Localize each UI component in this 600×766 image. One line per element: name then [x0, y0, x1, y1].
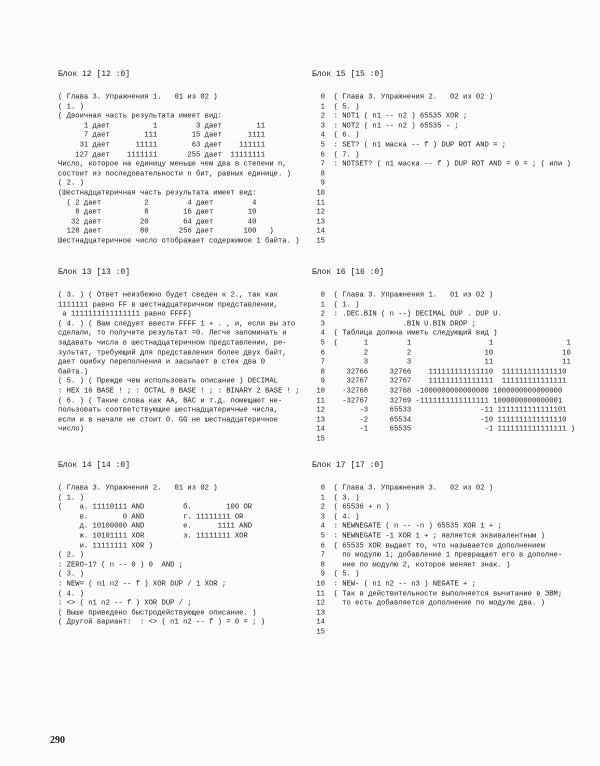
code-line: 9 ( 5. ): [312, 570, 360, 579]
code-line: 12 то есть добавляется дополнение по модулю два. ): [312, 599, 545, 608]
code-line: 14: [312, 227, 325, 236]
block-code: [58, 291, 298, 435]
code-line: 0 ( Глава 3. Упражнения 3. 02 из 02 ): [312, 484, 494, 493]
forth-block-14: [58, 461, 298, 628]
forth-block-16: [312, 268, 576, 445]
code-line: 5 : NEWNEGATE -1 XOR 1 + ; является эквивалентным ): [312, 531, 545, 541]
code-line: ( а. 11110111 AND б. 100 OR: [58, 503, 253, 512]
code-line: ( 1. ): [58, 493, 84, 503]
code-line: 13 -2 65534 -10 1111111111111110: [312, 415, 567, 425]
code-line: 5 ( 1 1 1 1: [312, 338, 571, 348]
code-line: 5 : SET? ( n1 маска -- f ) DUP ROT AND = ;: [312, 140, 507, 150]
code-line: д. 10100000 AND е. 1111 AND: [58, 522, 253, 531]
code-line: : <> ( n1 n2 -- f ) XOR DUP / ;: [58, 599, 192, 608]
code-line: 32 дает 20 64 дает 40: [58, 217, 257, 227]
code-line: состоит из последовательности n бит, равных единице. ): [58, 169, 291, 179]
forth-block-13: [58, 268, 298, 435]
code-line: : HEX 16 BASE ! ; : OCTAL 8 BASE ! ; : BINARY 2 BASE ! ;: [58, 386, 300, 396]
code-line: 13: [312, 217, 325, 227]
code-line: задавать числа в шестнадцатеричном представлении, ре-: [58, 338, 287, 348]
code-line: 1 ( 3. ): [312, 493, 360, 503]
code-line: 3 .BIN U.BIN DROP ;: [312, 319, 476, 329]
code-line: ( 4. ): [58, 589, 84, 599]
code-line: 11: [312, 198, 325, 208]
code-line: ( 6. ) ( Такие слова как AA, BAC и т.д. помещают не-: [58, 396, 283, 406]
code-line: : NEW= ( n1 n2 -- f ) XOR DUP / 1 XOR ;: [58, 579, 227, 589]
code-line: 6 ( 65535 XOR выдает то, что называется дополнением: [312, 541, 545, 551]
code-line: Шестнадцатеричное число отображает содержимое 1 байта. ): [58, 236, 300, 246]
code-line: 11 ( Так в действительности выполняется вычитание в ЭВМ;: [312, 589, 563, 599]
code-line: 0 ( Глава 3. Упражнения 2. 02 из 02 ): [312, 93, 494, 102]
code-line: число): [58, 425, 84, 434]
code-line: 7 дает 111 15 дает 1111: [58, 131, 266, 140]
code-line: а 1111111111111111 равно FFFF): [58, 310, 192, 319]
block-code: [312, 93, 571, 247]
code-line: 3 : NOT2 ( n1 -- n2 ) 65535 - ;: [312, 121, 459, 131]
code-line: 7 : NOTSET? ( n1 маска -- f ) DUP ROT AND = 0 = ; ( или ): [312, 160, 571, 169]
code-line: 12: [312, 208, 325, 217]
code-line: 10 : NEW- ( n1 n2 -- n3 ) NEGATE + ;: [312, 579, 476, 589]
code-line: сделали, то получите результат =0. Легче запоминать и: [58, 329, 287, 338]
code-line: 1111111 равно FF в шестнадцатеричном представлении,: [58, 300, 278, 310]
block-code: [312, 484, 563, 638]
code-line: Число, которое на единицу меньше чем два в степени n,: [58, 160, 287, 169]
block-code: [58, 484, 298, 628]
code-line: ( Двоичная часть результата имеет вид:: [58, 112, 222, 121]
forth-block-12: [58, 70, 298, 247]
code-line: 9: [312, 179, 325, 188]
code-line: 9 32767 32767 111111111111111 111111111111111: [312, 377, 567, 386]
code-line: ( 1. ): [58, 102, 84, 112]
code-line: байта.): [58, 367, 89, 377]
code-line: (Шестнадцатеричная часть результата имеет вид:: [58, 188, 257, 198]
code-line: дает ошибку переполнения и засылает в стек два 0: [58, 358, 266, 367]
block-title: Блок 16 [16 :0]: [312, 268, 385, 277]
code-line: 8: [312, 169, 325, 179]
block-title: Блок 15 [15 :0]: [312, 70, 385, 79]
code-line: 15: [312, 236, 325, 246]
code-line: ( 3. ) ( Ответ неизбежно будет сведен к 2., так как: [58, 291, 278, 300]
block-title: Блок 14 [14 :0]: [58, 461, 131, 470]
code-line: ж. 10101111 XOR з. 11111111 XOR: [58, 531, 248, 541]
block-title: Блок 12 [12 :0]: [58, 70, 131, 79]
code-line: 2 : .DEC.BIN ( n --) DECIMAL DUP . DUP U.: [312, 310, 502, 319]
code-line: 2 ( 65536 + n ): [312, 503, 390, 512]
code-line: 14 -1 65535 -1 1111111111111111 ): [312, 425, 576, 434]
code-line: 6 ( 7. ): [312, 150, 360, 160]
code-line: ( Другой вариант: : <> ( n1 n2 -- f ) = 0 = ; ): [58, 618, 266, 627]
code-line: : ZERO-1? ( n -- 0 ) 0 AND ;: [58, 560, 184, 570]
block-code: [312, 291, 576, 445]
forth-block-17: [312, 461, 563, 638]
code-line: ( 2. ): [58, 179, 84, 188]
code-line: ( 2 дает 2 4 дает 4: [58, 198, 257, 208]
code-line: 8 ние по модулю 2, которое меняет знак. ): [312, 560, 511, 570]
code-line: 11 -32767 32769 -1111111111111111 1000000000000001: [312, 396, 563, 406]
block-title: Блок 17 [17 :0]: [312, 461, 385, 470]
code-line: ( 2. ): [58, 551, 84, 560]
code-line: 15: [312, 627, 325, 637]
code-line: и. 11111111 XOR ): [58, 541, 153, 551]
code-line: 4 ( Таблица должна иметь следующий вид ): [312, 329, 498, 338]
forth-block-15: [312, 70, 571, 247]
code-line: ( 3. ): [58, 570, 84, 579]
code-line: 13: [312, 608, 325, 618]
code-line: 128 дает 80 256 дает 100 ): [58, 227, 274, 236]
code-line: 10 -32768 32768 -1000000000000000 1000000000000000: [312, 386, 563, 396]
code-line: если и в начале не стоит 0. GG не шестнадцатеричное: [58, 415, 278, 425]
code-line: 14: [312, 618, 325, 627]
code-line: 2 : NOT1 ( n1 -- n2 ) 65535 XOR ;: [312, 112, 468, 121]
code-line: 4 : NEWNEGATE ( n -- -n ) 65535 XOR 1 + ;: [312, 522, 502, 531]
code-line: 8 32766 32766 111111111111110 111111111111110: [312, 367, 567, 377]
block-code: [58, 93, 298, 247]
code-line: 0 ( Глава 3. Упражнения 1. 01 из 02 ): [312, 291, 494, 300]
code-line: 3 ( 4. ): [312, 512, 360, 522]
code-line: 31 дает 11111 63 дает 111111: [58, 140, 266, 150]
code-line: ( 5. ) ( Прежде чем использовать описание ) DECIMAL: [58, 377, 278, 386]
code-line: 1 дает 1 3 дает 11: [58, 121, 266, 131]
code-line: 4 ( 6. ): [312, 131, 360, 140]
code-line: 7 3 3 11 11: [312, 358, 571, 367]
page-number: 290: [50, 735, 65, 746]
code-line: 1 ( 5. ): [312, 102, 360, 112]
code-line: пользовать соответствующие шестнадцатеричные числа,: [58, 406, 278, 415]
code-line: ( Выше приведено быстродействующее описание. ): [58, 608, 257, 618]
code-line: ( Глава 3. Упражнения 2. 01 из 02 ): [58, 484, 218, 493]
code-line: в. 0 AND г. 11111111 OR: [58, 512, 244, 522]
code-line: зультат, требующий для представления более двух байт,: [58, 348, 287, 358]
code-line: 8 дает 8 16 дает 10: [58, 208, 257, 217]
code-line: 6 2 2 10 10: [312, 348, 571, 358]
code-line: ( 4. ) ( Вам следует ввести FFFF 1 + . , и, если вы это: [58, 319, 296, 329]
code-line: 127 дает 1111111 255 дает 11111111: [58, 150, 266, 160]
code-line: 15: [312, 434, 325, 444]
code-line: ( Глава 3. Упражнения 1. 01 из 02 ): [58, 93, 218, 102]
code-line: 7 по модулю 1; добавление 1 превращает его в дополне-: [312, 551, 563, 560]
block-title: Блок 13 [13 :0]: [58, 268, 131, 277]
code-line: 1 ( 1. ): [312, 300, 360, 310]
code-line: 12 -3 65533 -11 1111111111111101: [312, 406, 567, 415]
code-line: 10: [312, 188, 325, 198]
